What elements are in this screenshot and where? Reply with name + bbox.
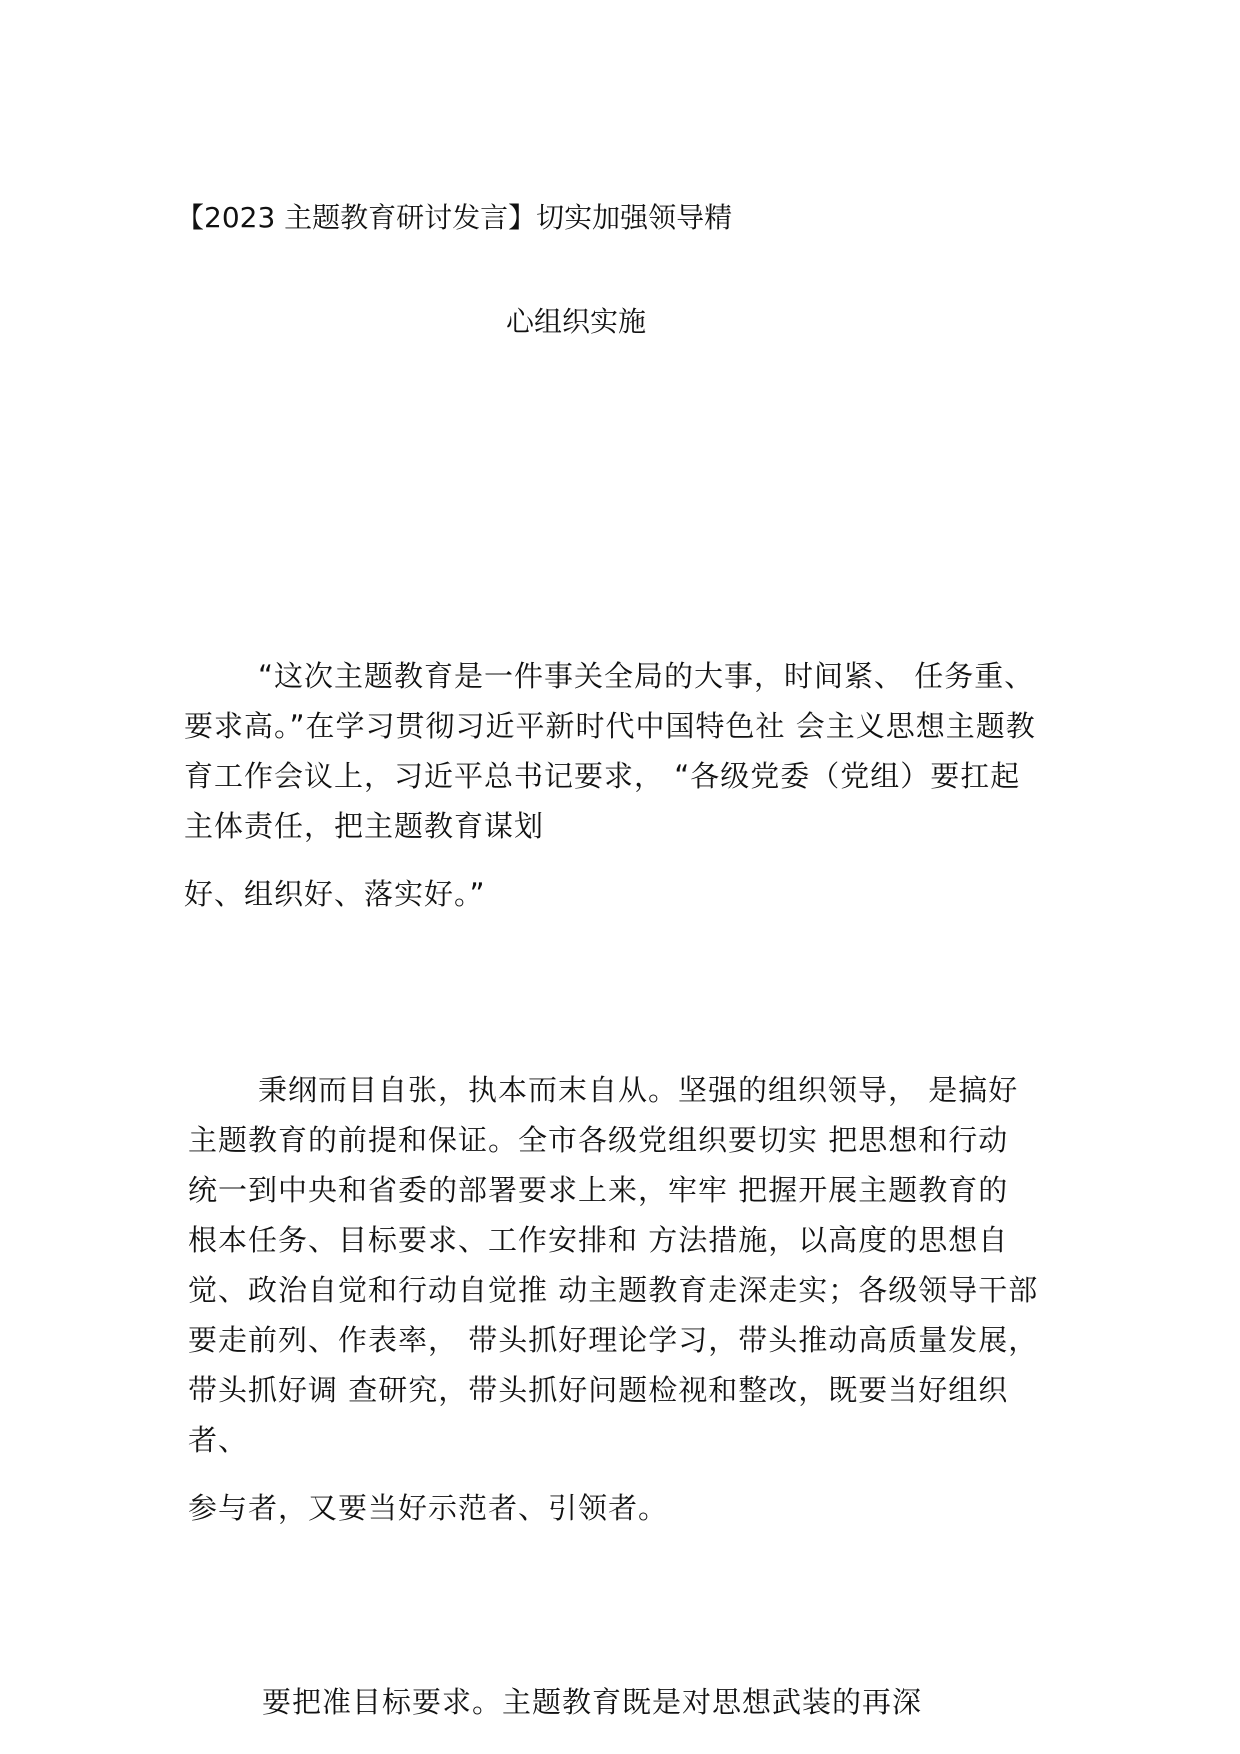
paragraph-1-line: 主体责任，把主题教育谋划: [184, 809, 545, 843]
paragraph-2-line: 者、: [188, 1423, 249, 1457]
paragraph-2-line: 根本任务、目标要求、工作安排和 方法措施，以高度的思想自: [188, 1223, 1009, 1257]
document-title-line-1: 【2023 主题教育研讨发言】切实加强领导精: [176, 201, 733, 234]
paragraph-2-line: 带头抓好调 查研究，带头抓好问题检视和整改，既要当好组织: [188, 1373, 1009, 1407]
document-title-line-2: 心组织实施: [506, 305, 647, 338]
paragraph-1-line: 好、组织好、落实好。”: [184, 877, 486, 911]
paragraph-2-line: 觉、政治自觉和行动自觉推 动主题教育走深走实；各级领导干部: [188, 1273, 1039, 1307]
paragraph-2-line: 秉纲而目自张，执本而末自从。坚强的组织领导， 是搞好: [258, 1073, 1019, 1107]
paragraph-2-line: 要走前列、作表率， 带头抓好理论学习，带头推动高质量发展，: [188, 1323, 1039, 1357]
paragraph-2-line: 参与者，又要当好示范者、引领者。: [188, 1491, 669, 1525]
paragraph-2-line: 统一到中央和省委的部署要求上来，牢牢 把握开展主题教育的: [188, 1173, 1009, 1207]
paragraph-3-line: 要把准目标要求。主题教育既是对思想武装的再深: [262, 1685, 923, 1719]
paragraph-1-line: “这次主题教育是一件事关全局的大事，时间紧、 任务重、: [258, 659, 1035, 693]
paragraph-1-line: 育工作会议上，习近平总书记要求， “各级党委（党组）要扛起: [184, 759, 1021, 793]
paragraph-2-line: 主题教育的前提和保证。全市各级党组织要切实 把思想和行动: [188, 1123, 1009, 1157]
paragraph-1-line: 要求高。”在学习贯彻习近平新时代中国特色社 会主义思想主题教: [184, 709, 1036, 743]
